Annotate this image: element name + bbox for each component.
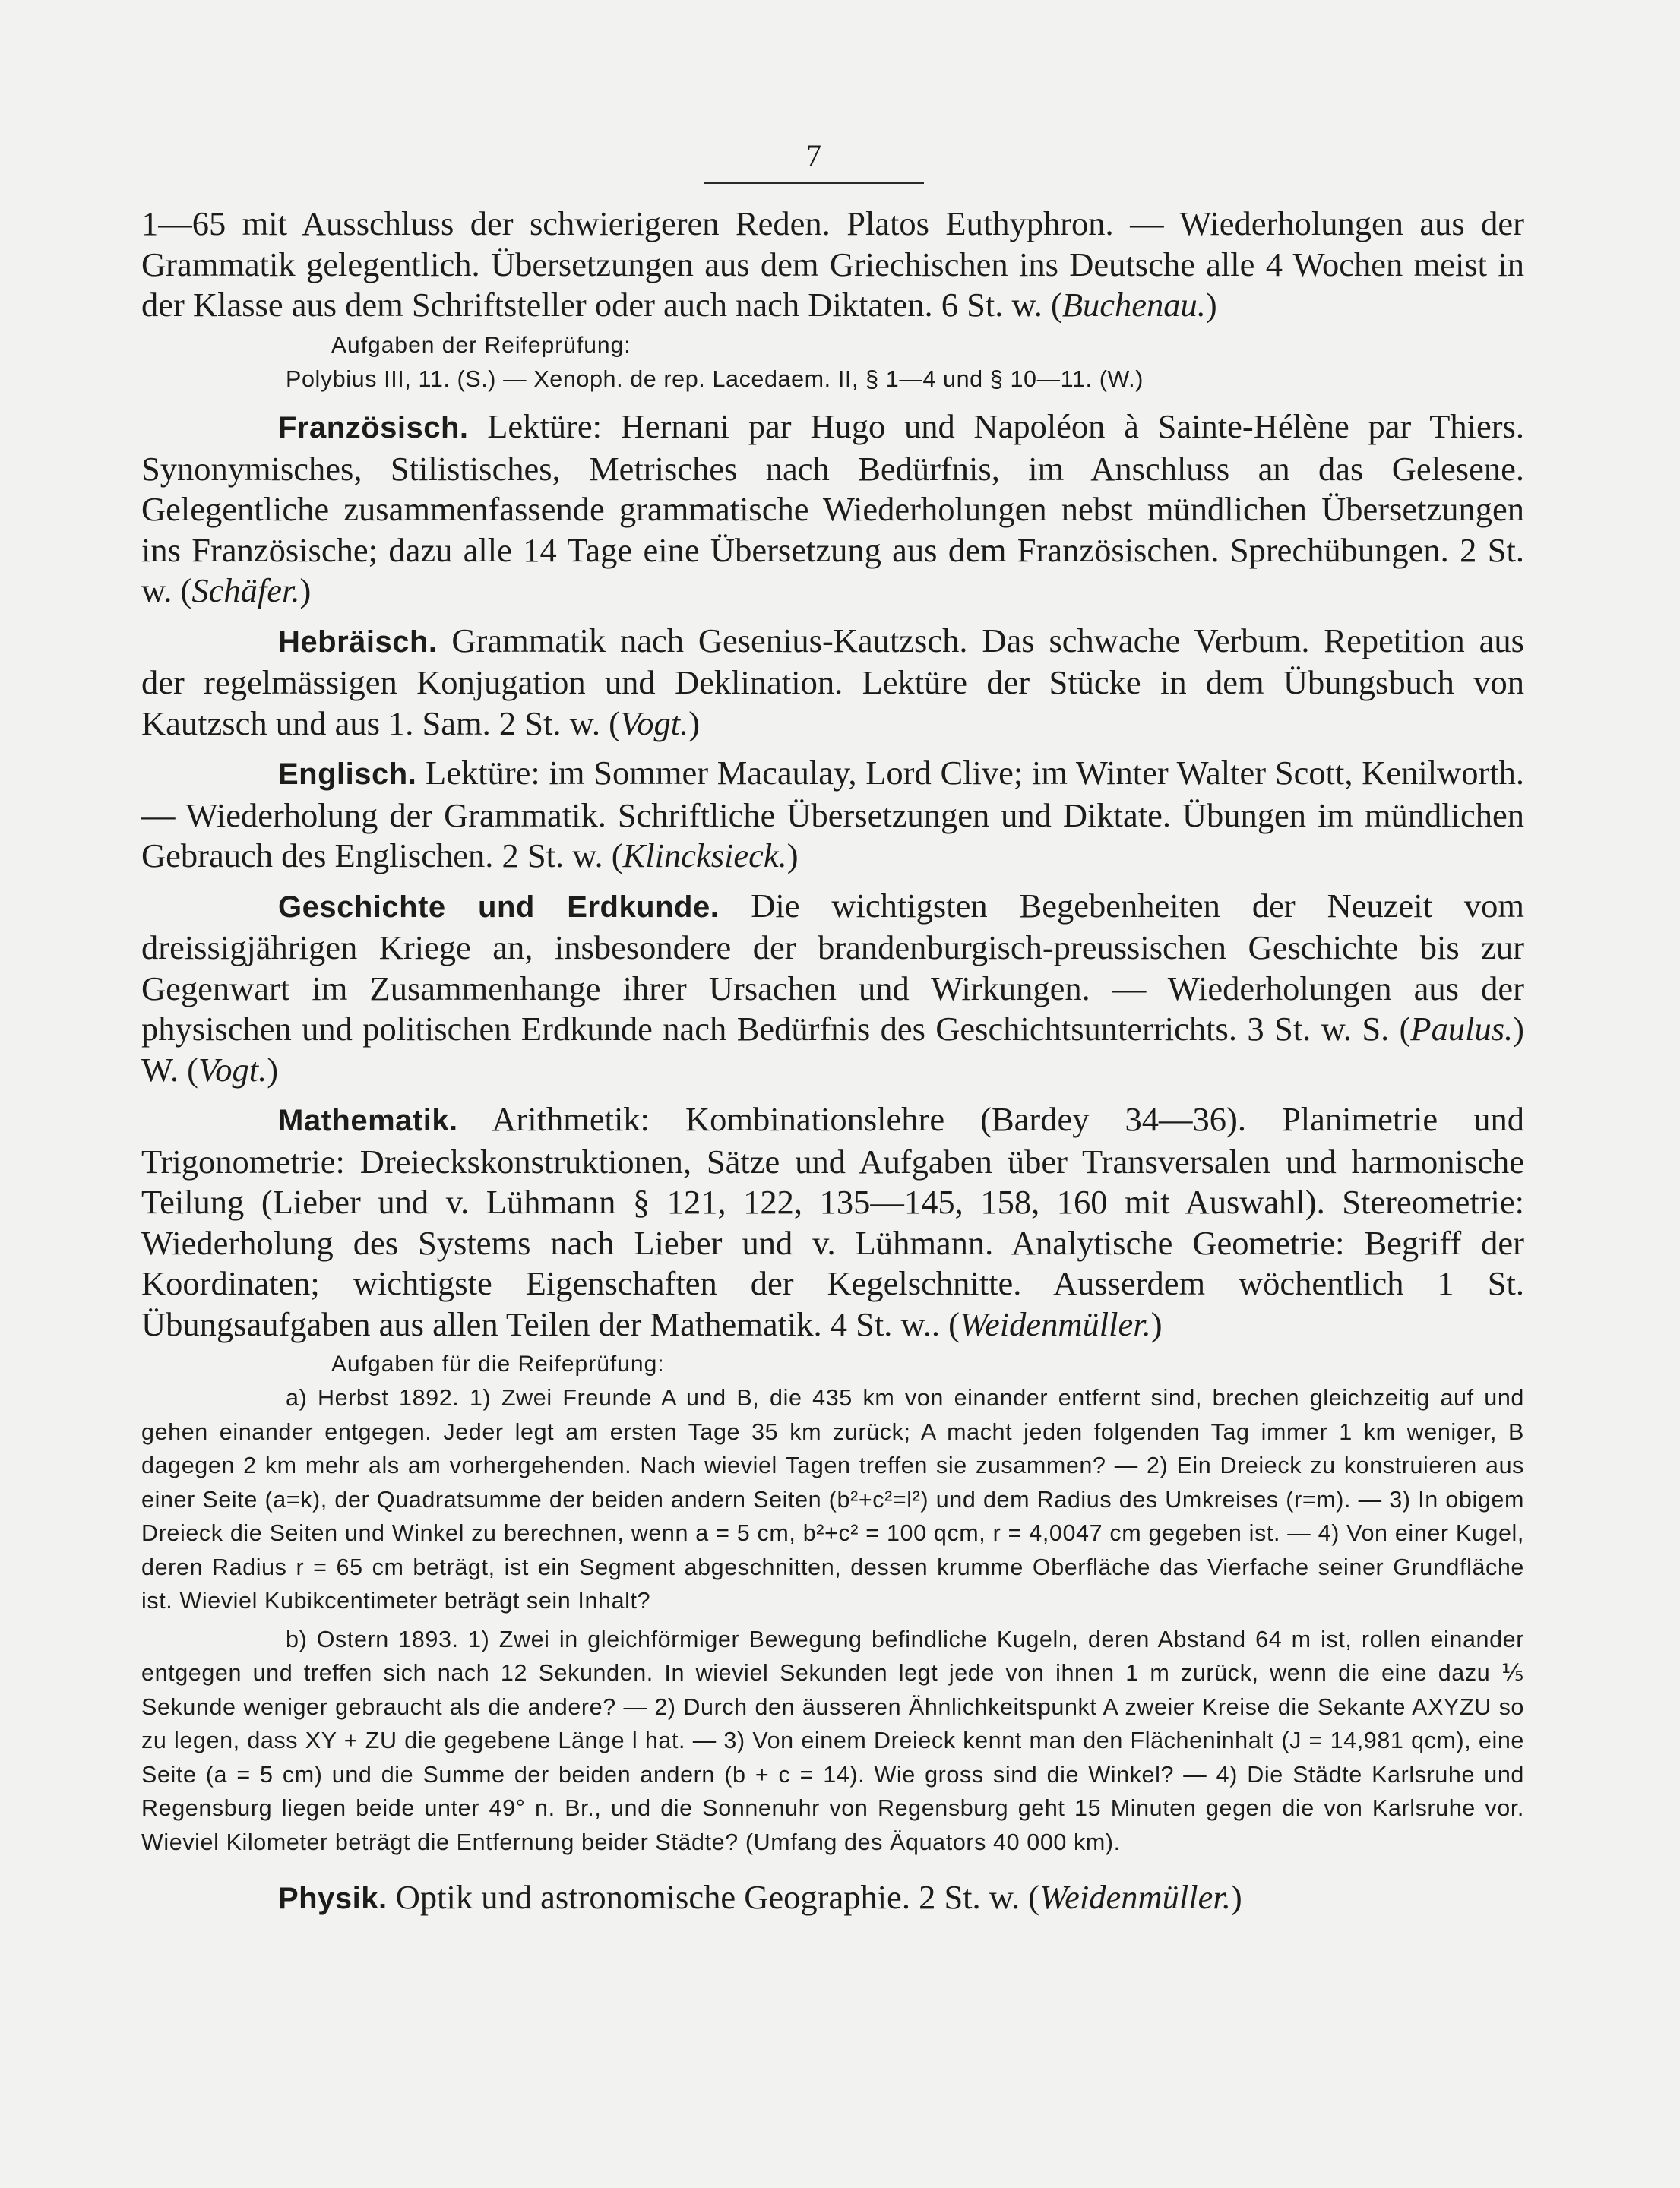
intro-close: ) [1205, 286, 1217, 324]
spacer [141, 744, 1524, 753]
section-close: ) [786, 836, 799, 874]
section-close: ) [1230, 1878, 1242, 1916]
section-franzoesisch [141, 406, 1524, 612]
section-text: Lektüre: Hernani par Hugo und Napoléon à Sainte-Hélène par Thiers. Synonymisches, Stilistisches, Metrisches nach Bedürfnis, im Anschluss an das Gelesene. Gelegentliche zusammenfassende grammatische Wiederholungen nebst mündlichen Übersetzungen ins Französische; dazu alle 14 Tage eine Übersetzung aus dem Französischen. Sprechübungen. 2 St. w. ( [141, 407, 1524, 609]
section-text: Lektüre: im Sommer Macaulay, Lord Clive; im Winter Walter Scott, Kenilworth. — Wiederholung der Grammatik. Schriftliche Übersetzungen und Diktate. Übungen im mündlichen Gebrauch des Englischen. 2 St. w. ( [141, 754, 1524, 874]
section-close: ) [299, 571, 312, 609]
reife-heading-math: Aufgaben für die Reifeprüfung: [331, 1352, 665, 1377]
reife-heading-greek: Aufgaben der Reifeprüfung: [331, 332, 631, 358]
section-teacher: Klincksieck. [622, 836, 787, 874]
intro-teacher: Buchenau. [1061, 286, 1206, 324]
section-close: ) [688, 704, 701, 742]
section-text: Grammatik nach Gesenius-Kautzsch. Das schwache Verbum. Repetition aus der regelmässigen Konjugation und Deklination. Lektüre der Stücke in dem Übungsbuch von Kautzsch und aus 1. Sam. 2 St. w. ( [141, 621, 1524, 742]
spacer [141, 877, 1524, 886]
spacer [141, 1090, 1524, 1099]
section-text: Die wichtigsten Begebenheiten der Neuzeit vom dreissigjährigen Kriege an, insbesondere der brandenburgisch-preussischen Geschichte bis zur Gegenwart im Zusammenhange ihrer Ursachen und Wirkungen. — Wiederholungen aus der physischen und politischen Erdkunde nach Bedürfnis des Geschichtsunterrichts. 3 St. w. S. ( [141, 886, 1524, 1048]
reife-text-greek: Polybius III, 11. (S.) — Xenoph. de rep. Lacedaem. II, § 1—4 und § 10—11. (W.) [286, 365, 1144, 392]
section-close: ) [267, 1050, 279, 1089]
section-teacher: Weidenmüller. [1039, 1878, 1231, 1916]
header-rule [704, 182, 924, 184]
section-heading: Physik. [278, 1882, 388, 1915]
section-text: Optik und astronomische Geographie. 2 St. w. ( [387, 1878, 1040, 1916]
exam-block [141, 1348, 1524, 1859]
section-physik [141, 1877, 1524, 1920]
section-teacher: Paulus. [1410, 1010, 1514, 1048]
section-hebraeisch [141, 621, 1524, 745]
section-englisch [141, 753, 1524, 877]
section-teacher-2: Vogt. [198, 1050, 267, 1089]
section-mid: ) W. ( [141, 1010, 1524, 1089]
section-text: Arithmetik: Kombinationslehre (Bardey 34—36). Planimetrie und Trigonometrie: Dreieckskonstruktionen, Sätze und Aufgaben über Transversalen und harmonische Teilung (Lieber und v. Lühmann § 121, 122, 135—145, 158, 160 mit Auswahl). Stereometrie: Wiederholung des Systems nach Lieber und v. Lühmann. Analytische Geometrie: Begriff der Koordinaten; wichtigste Eigenschaften der Kegelschnitte. Ausserdem wöchentlich 1 St. Übungsaufgaben aus allen Teilen der Mathematik. 4 St. w.. ( [141, 1100, 1524, 1343]
page-number: 7 [806, 138, 821, 172]
section-close: ) [1150, 1304, 1163, 1343]
section-heading: Geschichte und Erdkunde. [278, 890, 720, 924]
page [141, 137, 1524, 1920]
intro-paragraph [141, 204, 1524, 326]
spacer [141, 612, 1524, 621]
section-heading: Mathematik. [278, 1104, 458, 1137]
section-heading: Hebräisch. [278, 624, 438, 659]
page-header [704, 137, 924, 184]
section-mathematik [141, 1099, 1524, 1345]
exam-a: a) Herbst 1892. 1) Zwei Freunde A und B, die 435 km von einander entfernt sind, brechen gleichzeitig auf und gehen einander entgegen. Jeder legt am ersten Tage 35 km zurück; A macht jeden folgenden Tag immer 1 km weniger, B dagegen 2 km mehr als am vorhergehenden. Nach wieviel Tagen treffen sie zusammen? — 2) Ein Dreieck zu konstruieren aus einer Seite (a=k), der Quadratsumme der beiden andern Seiten (b²+c²=l²) und dem Radius des Umkreises (r=m). — 3) In obigem Dreieck die Seiten und Winkel zu berechnen, wenn a = 5 cm, b²+c² = 100 qcm, r = 4,0047 cm gegeben ist. — 4) Von einer Kugel, deren Radius r = 65 cm beträgt, ist ein Segment abgeschnitten, dessen krumme Oberfläche das Vierfache seiner Grundfläche ist. Wieviel Kubikcentimeter beträgt sein Inhalt? [141, 1385, 1524, 1614]
section-geschichte [141, 886, 1524, 1091]
body-text [141, 204, 1524, 1920]
section-teacher: Weidenmüller. [959, 1304, 1151, 1343]
section-heading: Französisch. [278, 411, 469, 444]
section-teacher: Schäfer. [191, 571, 300, 609]
exam-b: b) Ostern 1893. 1) Zwei in gleichförmiger Bewegung befindliche Kugeln, deren Abstand 64 m ist, rollen einander entgegen und treffen sich nach 12 Sekunden. In wieviel Sekunden legt jede von ihnen 1 m zurück, wenn die eine dazu ⅕ Sekunde weniger gebraucht als die andere? — 2) Durch den äusseren Ähnlichkeitspunkt A zweier Kreise die Sekante AXYZU so zu legen, dass XY + ZU die gegebene Länge l hat. — 3) Von einem Dreieck kennt man den Flächeninhalt (J = 14,981 qcm), eine Seite (a = 5 cm) und die Summe der beiden andern (b + c = 14). Wie gross sind die Winkel? — 4) Die Städte Karlsruhe und Regensburg liegen beide unter 49° n. Br., und die Sonnenuhr von Regensburg geht 15 Minuten gegen die von Karlsruhe vor. Wieviel Kilometer beträgt die Entfernung beider Städte? (Umfang des Äquators 40 000 km). [141, 1626, 1524, 1855]
section-teacher: Vogt. [619, 704, 689, 742]
intro-text: 1—65 mit Ausschluss der schwierigeren Reden. Platos Euthyphron. — Wiederholungen aus der Grammatik gelegentlich. Übersetzungen aus dem Griechischen ins Deutsche alle 4 Wochen meist in der Klasse aus dem Schriftsteller oder auch nach Diktaten. 6 St. w. ( [141, 204, 1524, 324]
section-heading: Englisch. [278, 757, 417, 791]
